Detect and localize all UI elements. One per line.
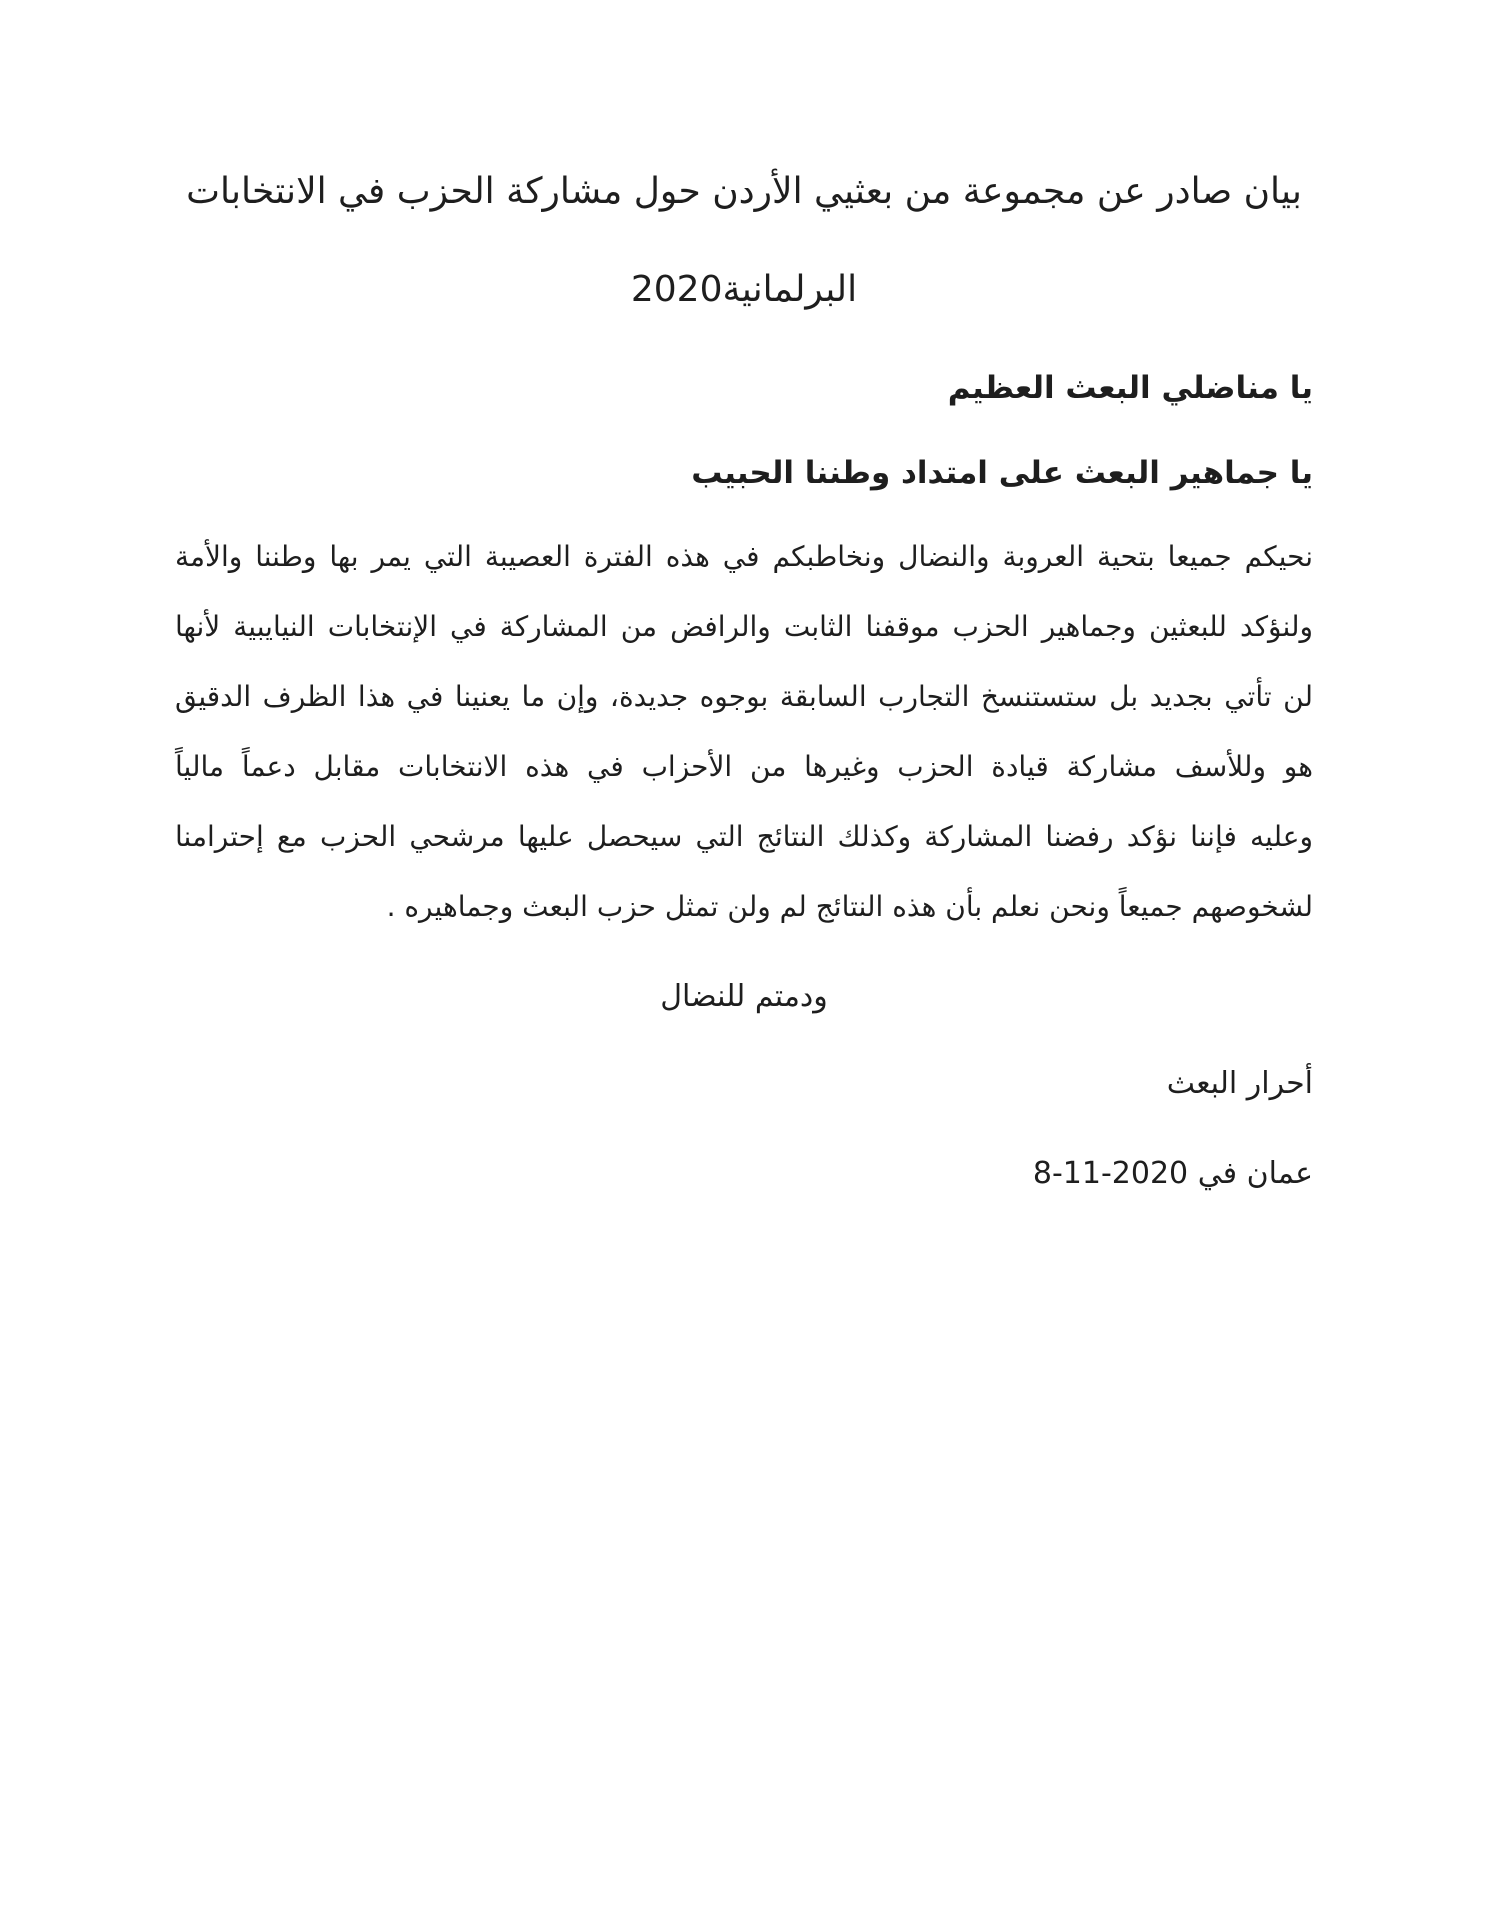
body-line: نحيكم جميعا بتحية العروبة والنضال ونخاطبكم في هذه الفترة العصيبة التي يمر بها وطننا والأمة <box>175 540 1313 573</box>
date-line: عمان في 2020-11-8 <box>1032 1156 1313 1191</box>
statement-title-line-1: بيان صادر عن مجموعة من بعثيي الأردن حول مشاركة الحزب في الانتخابات <box>186 171 1302 212</box>
body-line: لن تأتي بجديد بل ستستنسخ التجارب السابقة بوجوه جديدة، وإن ما يعنينا في هذا الظرف الدقيق <box>175 680 1313 713</box>
signature-line: أحرار البعث <box>1166 1066 1313 1101</box>
closing-line: ودمتم للنضال <box>660 979 828 1014</box>
body-line: ولنؤكد للبعثين وجماهير الحزب موقفنا الثابت والرافض من المشاركة في الإنتخابات النيايبية لأنها <box>175 610 1313 643</box>
body-line: وعليه فإننا نؤكد رفضنا المشاركة وكذلك النتائج التي سيحصل عليها مرشحي الحزب مع إحترامنا <box>175 820 1313 853</box>
body-line: هو وللأسف مشاركة قيادة الحزب وغيرها من الأحزاب في هذه الانتخابات مقابل دعماً مالياً <box>175 750 1313 783</box>
statement-title-line-2: البرلمانية2020 <box>630 269 858 310</box>
salutation-line-2: يا جماهير البعث على امتداد وطننا الحبيب <box>691 455 1313 491</box>
statement-body <box>175 522 1313 942</box>
salutation-line-1: يا مناضلي البعث العظيم <box>947 370 1313 406</box>
body-line: لشخوصهم جميعاً ونحن نعلم بأن هذه النتائج لم ولن تمثل حزب البعث وجماهيره . <box>386 890 1313 923</box>
